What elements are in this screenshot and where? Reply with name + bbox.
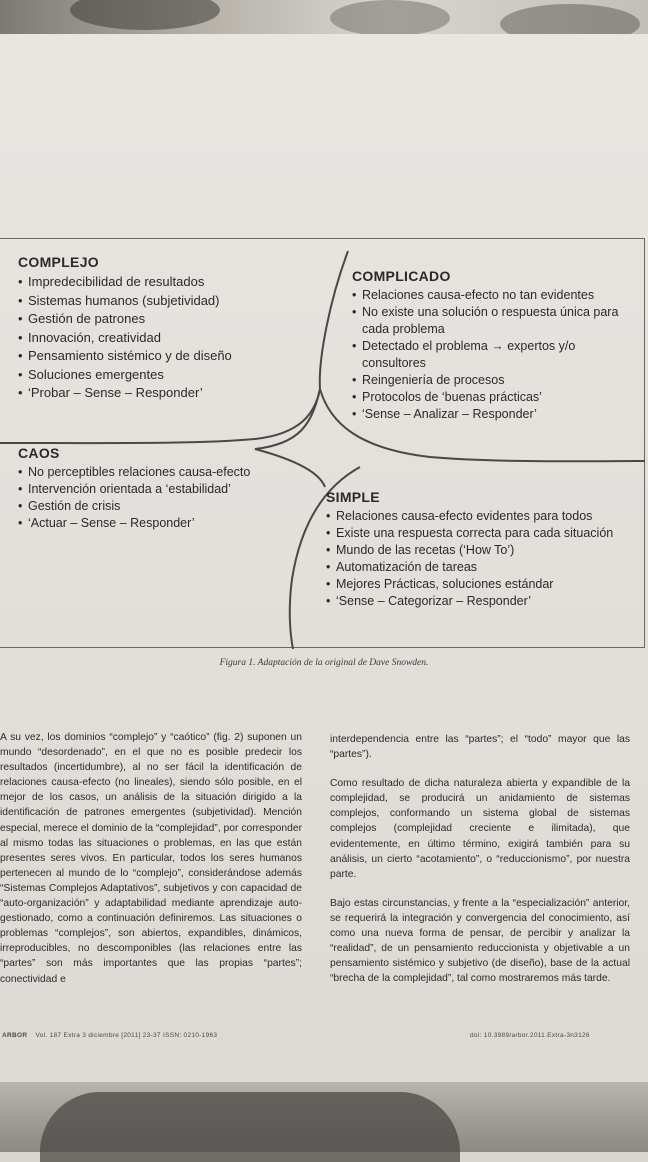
left-column [0,730,302,1001]
complicado-item: • Detectado el problema → expertos y/o consultores [352,338,628,372]
paragraph: Bajo estas circunstancias, y frente a la “especialización” anterior, se requerirá la integración y convergencia del conocimiento, así como una nueva forma de pensar, de percibir y analizar la “realidad”, de un pensamiento reduccionista y objetivable a un pensamiento sistémico y subjetivo (de diseño), base de la actual “brecha de la complejidad”, tal como mostraremos más tarde. [330,897,630,985]
complejo-item: • ‘Probar – Sense – Responder’ [18,384,318,403]
quadrant-caos [18,445,308,532]
simple-item: • Automatización de tareas [326,559,626,576]
journal-name: ARBOR [2,1032,28,1039]
footer-doi: doi: 10.3989/arbor.2011.Extra-3n3126 [470,1032,590,1039]
complejo-item: • Gestión de patrones [18,310,318,329]
simple-title: SIMPLE [326,489,380,505]
paragraph: Como resultado de dicha naturaleza abierta y expandible de la complejidad, se producirá un anidamiento de sistemas complejos, conformando un sistema global de sistemas complejos (complejidad creciente e ilimitada), que evidentemente, en último término, exigirá también para su análisis, un cierto “acotamiento”, o “reduccionismo”, por nuestra parte. [330,778,630,880]
caos-item: • No perceptibles relaciones causa-efecto [18,464,308,481]
caos-item: • Gestión de crisis [18,498,308,515]
simple-item: • ‘Sense – Categorizar – Responder’ [326,593,626,610]
complicado-item: • No existe una solución o respuesta única para cada problema [352,304,628,338]
desk-bottom [0,1082,648,1152]
curve-complejo-complicado [320,251,348,389]
figure-caption: Figura 1. Adaptación de la original de Dave Snowden. [219,658,429,668]
simple-item: • Relaciones causa-efecto evidentes para todos [326,508,626,525]
quadrant-complicado [352,268,628,423]
caos-item: • ‘Actuar – Sense – Responder’ [18,515,308,532]
complejo-item: • Innovación, creatividad [18,329,318,348]
complicado-item: • Protocolos de ‘buenas prácticas’ [352,389,628,406]
caos-title: CAOS [18,445,60,461]
caos-item: • Intervención orientada a ‘estabilidad’ [18,481,308,498]
complicado-item: • Reingeniería de procesos [352,372,628,389]
complejo-title: COMPLEJO [18,254,99,270]
quadrant-simple [326,489,626,610]
complejo-item: • Impredecibilidad de resultados [18,273,318,292]
complicado-item: • Relaciones causa-efecto no tan evidentes [352,287,628,304]
cynefin-diagram [0,238,645,648]
paragraph: A su vez, los dominios “complejo” y “caótico” (fig. 2) suponen un mundo “desordenado”, en el que no es posible predecir los resultados (incertidumbre), al no ser fácil la identificación de relaciones causa-efecto (no lineales), siendo sólo posible, en el mejor de los casos, un análisis de la situación dirigido a la identificación de patrones emergentes (subjetividad). Mención especial, merece el dominio de la “complejidad”, por corresponder al mismo todas las situaciones o problemas, en las que están presentes seres vivos. En particular, todos los seres humanos pertenecen al mundo de lo “complejo”, considerándose además “Sistemas Complejos Adaptativos”, subjetivos y con capacidad de “auto-organización” y adaptabilidad mediante aprendizaje auto-gestionado, como a continuación definiremos. Las situaciones o problemas “complejos”, son abiertos, expandibles, dinámicos, irreproducibles, no descomponibles (las relaciones entre las “partes” son más importantes que las propias “partes”; conectividad e [0,732,302,985]
complejo-item: • Sistemas humanos (subjetividad) [18,292,318,311]
journal-volume: Vol. 187 Extra 3 diciembre [2011] 23-37 ISSN: 0210-1963 [35,1032,218,1039]
complejo-item: • Soluciones emergentes [18,366,318,385]
right-column [330,732,630,1000]
complicado-item: • ‘Sense – Analizar – Responder’ [352,406,628,423]
simple-item: • Mundo de las recetas (‘How To’) [326,542,626,559]
complejo-item: • Pensamiento sistémico y de diseño [18,347,318,366]
simple-item: • Existe una respuesta correcta para cada situación [326,525,626,542]
paragraph: interdependencia entre las “partes”; el “todo” mayor que las “partes”). [330,734,630,761]
quadrant-complejo [18,254,318,403]
simple-item: • Mejores Prácticas, soluciones estándar [326,576,626,593]
footer-left [2,1032,217,1039]
complicado-title: COMPLICADO [352,268,451,284]
